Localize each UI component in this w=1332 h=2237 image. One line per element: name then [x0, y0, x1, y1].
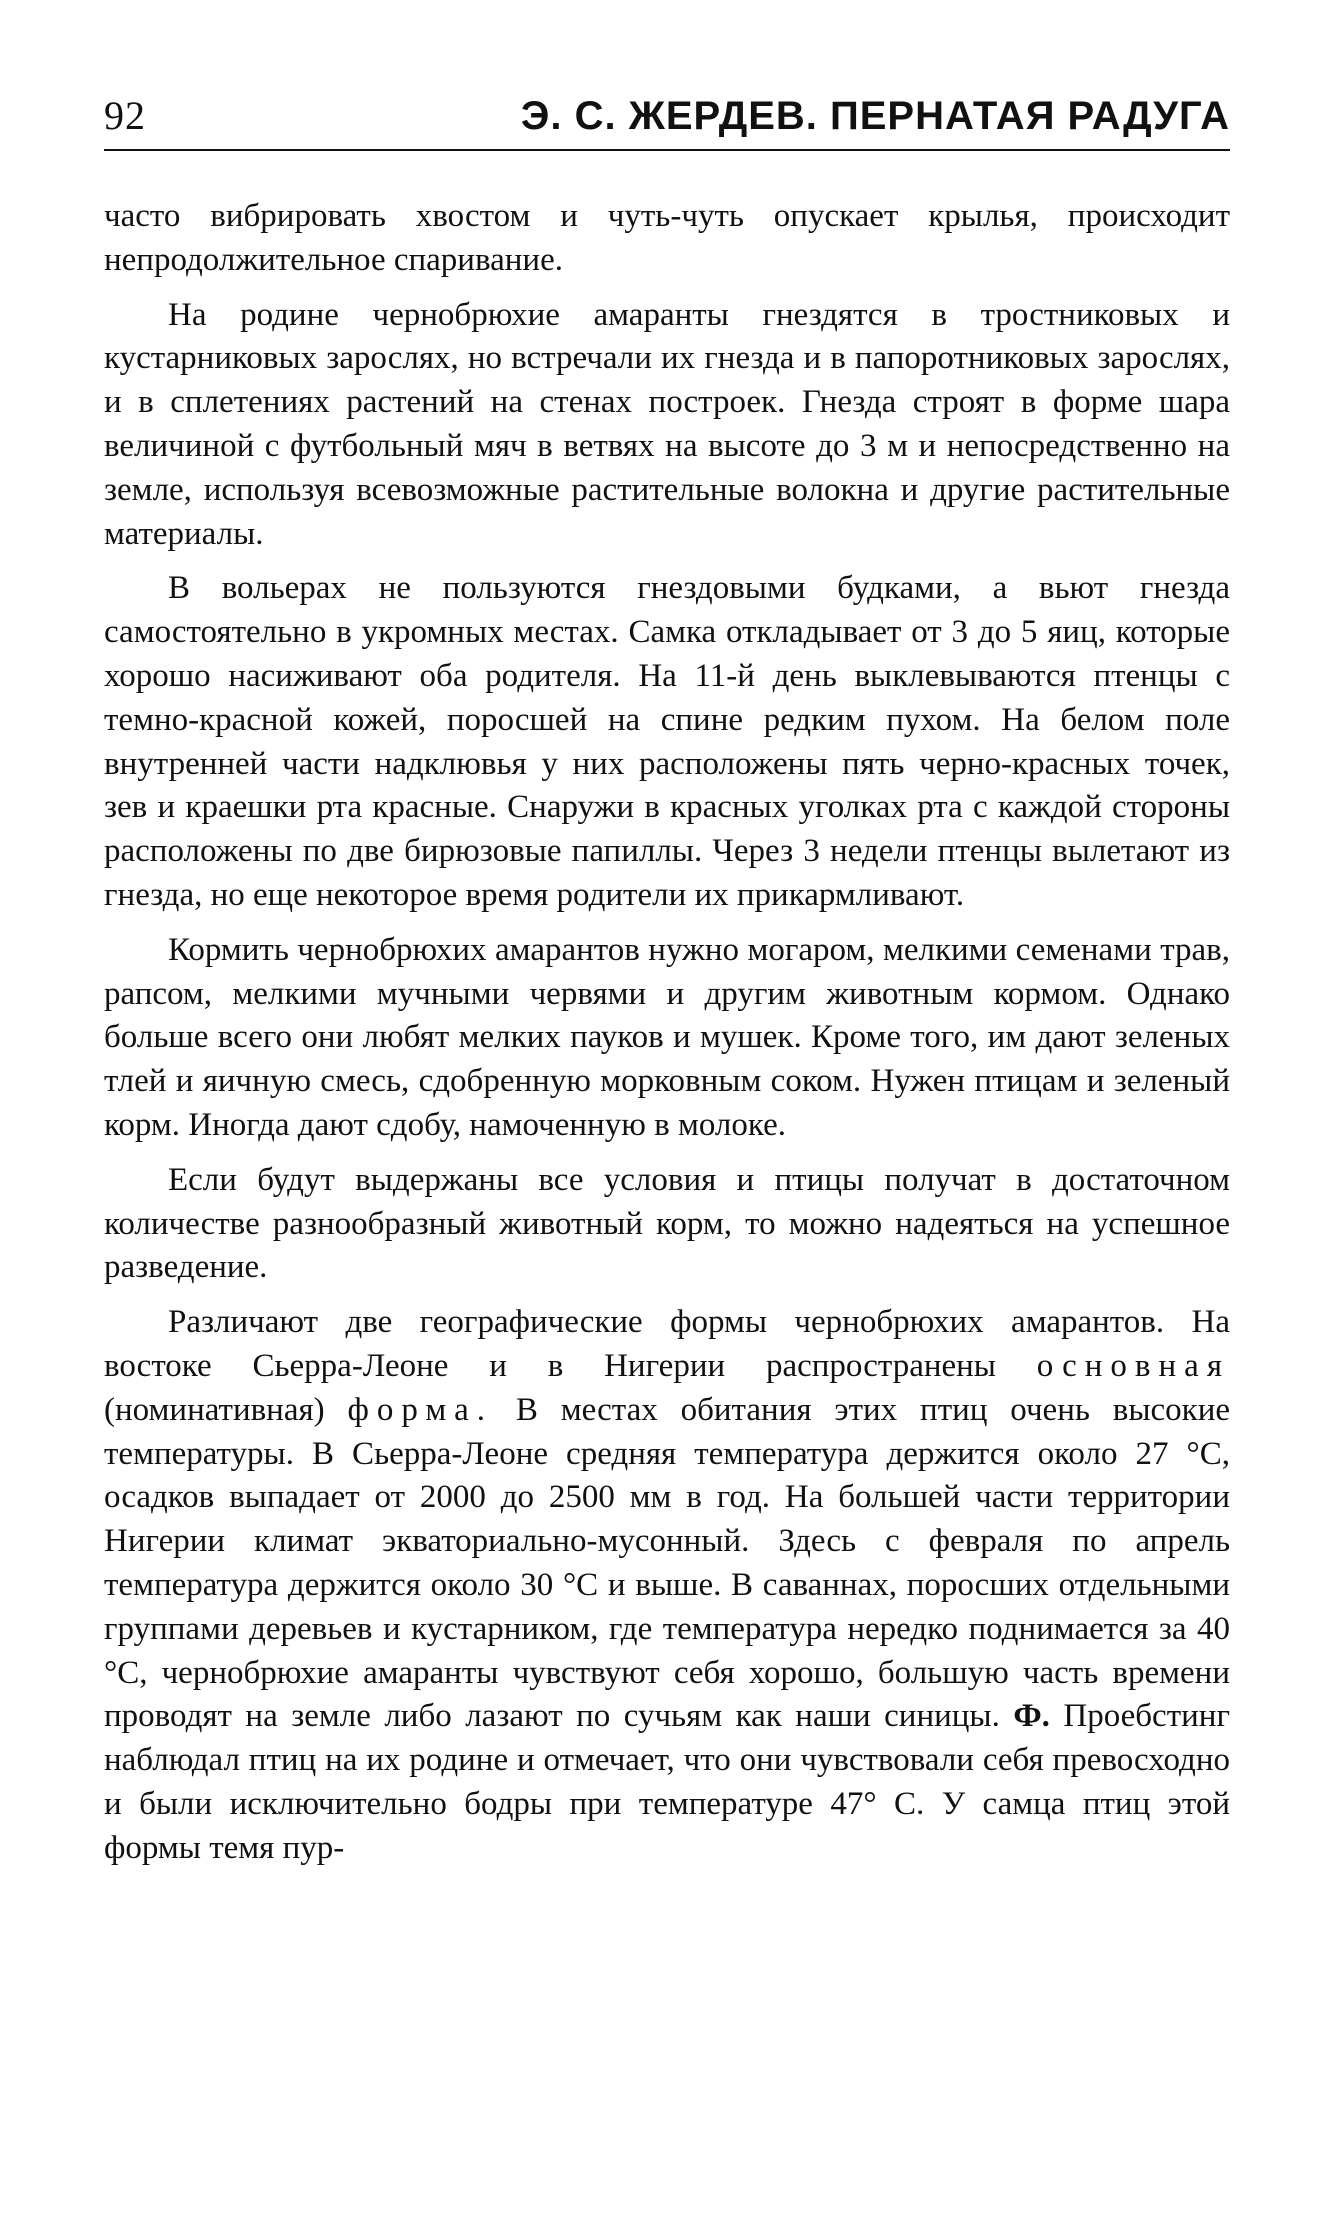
spaced-term-osnovnaya: основная	[1036, 1347, 1230, 1384]
paragraph-5: Если будут выдержаны все условия и птицы получат в достаточном количестве разнообразный животный корм, то можно надеяться на успешное разведение.	[104, 1161, 1230, 1286]
spaced-term-forma: форма.	[347, 1391, 493, 1428]
paragraph-6-part-4: Проебстинг наблюдал птиц на их родине и отмечает, что они чувствовали себя превосходно и были исключительно бодры при температуре 47° С. У самца птиц этой формы темя пур-	[104, 1698, 1230, 1866]
author-initial: Ф.	[1013, 1698, 1050, 1735]
page-header	[104, 92, 1230, 151]
paragraph-6-part-1: Различают две географические формы чернобрюхих амарантов. На востоке Сьерра-Леоне и в Нигерии распространены	[104, 1304, 1230, 1384]
paragraph-6-part-3: В местах обитания этих птиц очень высокие температуры. В Сьерра-Леоне средняя температура держится около 27 °С, осадков выпадает от 2000 до 2500 мм в год. На большей части территории Нигерии климат экваториально-мусонный. Здесь с февраля по апрель температура держится около 30 °С и выше. В саваннах, поросших отдельными группами деревьев и кустарником, где температура нередко поднимается за 40 °С, чернобрюхие амаранты чувствуют себя хорошо, большую часть времени проводят на земле либо лазают по сучьям как наши синицы.	[104, 1391, 1231, 1735]
paragraph-3: В вольерах не пользуются гнездовыми будками, а вьют гнезда самостоятельно в укромных местах. Самка откладывает от 3 до 5 яиц, которые хорошо насиживают оба родителя. На 11-й день выклевываются птенцы с темно-красной кожей, поросшей на спине редким пухом. На белом поле внутренней части надклювья у них расположены пять черно-красных точек, зев и краешки рта красные. Снаружи в красных уголках рта с каждой стороны расположены по две бирюзовые папиллы. Через 3 недели птенцы вылетают из гнезда, но еще некоторое время родители их прикармливают.	[104, 570, 1230, 913]
paragraph-2: На родине чернобрюхие амаранты гнездятся в тростниковых и кустарниковых зарослях, но встречали их гнезда и в папоротниковых зарослях, и в сплетениях растений на стенах построек. Гнезда строят в форме шара величиной с футбольный мяч в ветвях на высоте до 3 м и непосредственно на земле, используя всевозможные растительные волокна и другие растительные материалы.	[104, 296, 1230, 552]
paragraph-1: часто вибрировать хвостом и чуть-чуть опускает крылья, происходит непродолжительное спаривание.	[104, 198, 1230, 278]
paragraph-4: Кормить чернобрюхих амарантов нужно могаром, мелкими семенами трав, рапсом, мелкими мучными червями и другим животным кормом. Однако больше всего они любят мелких пауков и мушек. Кроме того, им дают зеленых тлей и яичную смесь, сдобренную морковным соком. Нужен птицам и зеленый корм. Иногда дают сдобу, намоченную в молоке.	[104, 931, 1230, 1143]
body-text	[104, 195, 1230, 1870]
paragraph-6-part-2: (номинативная)	[104, 1391, 325, 1428]
paragraph-6	[104, 1301, 1230, 1870]
running-title: Э. С. ЖЕРДЕВ. ПЕРНАТАЯ РАДУГА	[520, 94, 1230, 138]
book-page	[104, 92, 1230, 1881]
page-number: 92	[104, 93, 146, 138]
